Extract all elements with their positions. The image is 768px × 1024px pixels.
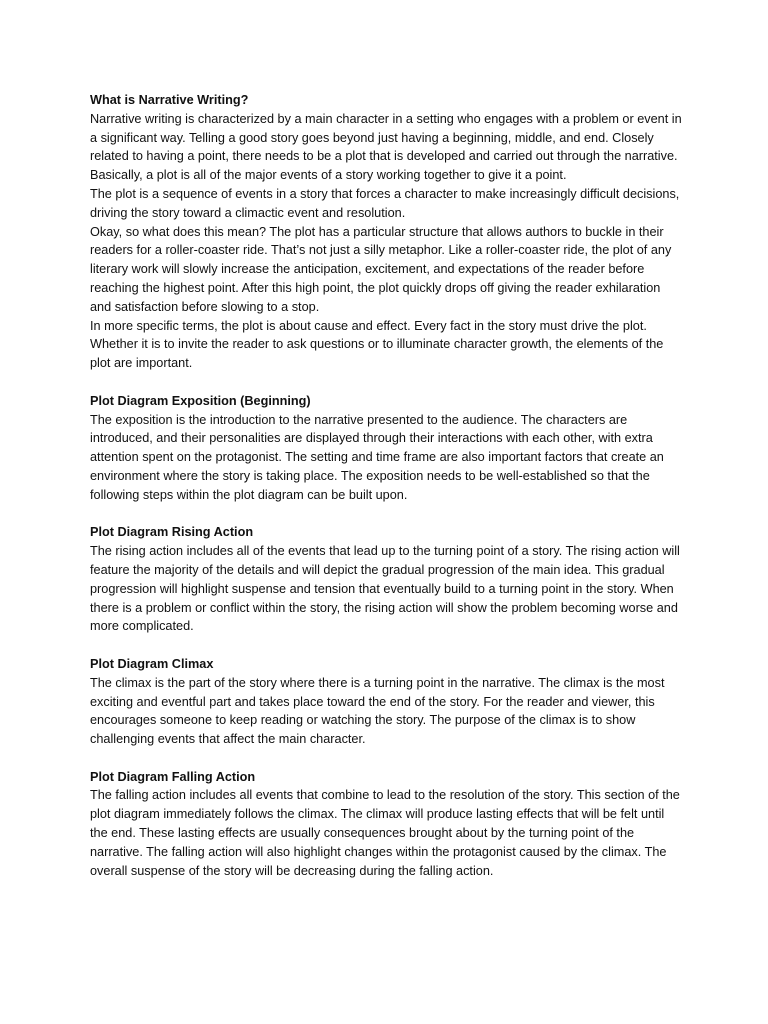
section-heading: Plot Diagram Exposition (Beginning)	[90, 393, 311, 408]
section-falling-action	[90, 768, 682, 881]
paragraph: Narrative writing is characterized by a main character in a setting who engages with a problem or event in a significant way. Telling a good story goes beyond just having a beginning, middle, and end. Closely related to having a point, there needs to be a plot that is developed and carried out through the narrative. Basically, a plot is all of the major events of a story working together to give it a point.	[90, 111, 682, 183]
section-exposition	[90, 392, 682, 505]
section-narrative-writing	[90, 91, 682, 373]
section-heading: Plot Diagram Climax	[90, 656, 214, 671]
section-heading: What is Narrative Writing?	[90, 93, 249, 107]
section-climax	[90, 655, 682, 749]
paragraph: The climax is the part of the story where there is a turning point in the narrative. The climax is the most exciting and eventful part and takes place toward the end of the story. For the reader and viewer, this encourages someone to keep reading or watching the story. The purpose of the climax is to show challenging events that affect the main character.	[90, 675, 665, 747]
paragraph: The rising action includes all of the events that lead up to the turning point of a story. The rising action will feature the majority of the details and will depict the gradual progression of the main idea. This gradual progression will highlight suspense and tension that eventually build to a turning point in the story. When there is a problem or conflict within the story, the rising action will show the problem becoming worse and more complicated.	[90, 544, 680, 634]
section-heading: Plot Diagram Falling Action	[90, 769, 256, 784]
paragraph: The falling action includes all events that combine to lead to the resolution of the story. This section of the plot diagram immediately follows the climax. The climax will produce lasting effects that will be felt until the end. These lasting effects are usually consequences brought about by the turning point of the narrative. The falling action will also highlight changes within the protagonist caused by the climax. The overall suspense of the story will be decreasing during the falling action.	[90, 788, 680, 878]
paragraph: Okay, so what does this mean? The plot has a particular structure that allows authors to buckle in their readers for a roller-coaster ride. That’s not just a silly metaphor. Like a roller-coaster ride, the plot of any literary work will slowly increase the anticipation, excitement, and expectations of the reader before reaching the highest point. After this high point, the plot quickly drops off giving the reader exhilaration and satisfaction before slowing to a stop.	[90, 224, 672, 314]
section-heading: Plot Diagram Rising Action	[90, 525, 254, 540]
section-rising-action	[90, 523, 682, 636]
paragraph: The exposition is the introduction to the narrative presented to the audience. The characters are introduced, and their personalities are displayed through their interactions with each other, with extra attention spent on the protagonist. The setting and time frame are also important factors that create an environment where the story is taking place. The exposition needs to be well-established so that the following steps within the plot diagram can be built upon.	[90, 412, 664, 502]
document-page	[90, 91, 682, 899]
paragraph: In more specific terms, the plot is about cause and effect. Every fact in the story must drive the plot. Whether it is to invite the reader to ask questions or to illuminate character growth, the elements of the plot are important.	[90, 318, 664, 371]
paragraph: The plot is a sequence of events in a story that forces a character to make increasingly difficult decisions, driving the story toward a climactic event and resolution.	[90, 186, 680, 220]
